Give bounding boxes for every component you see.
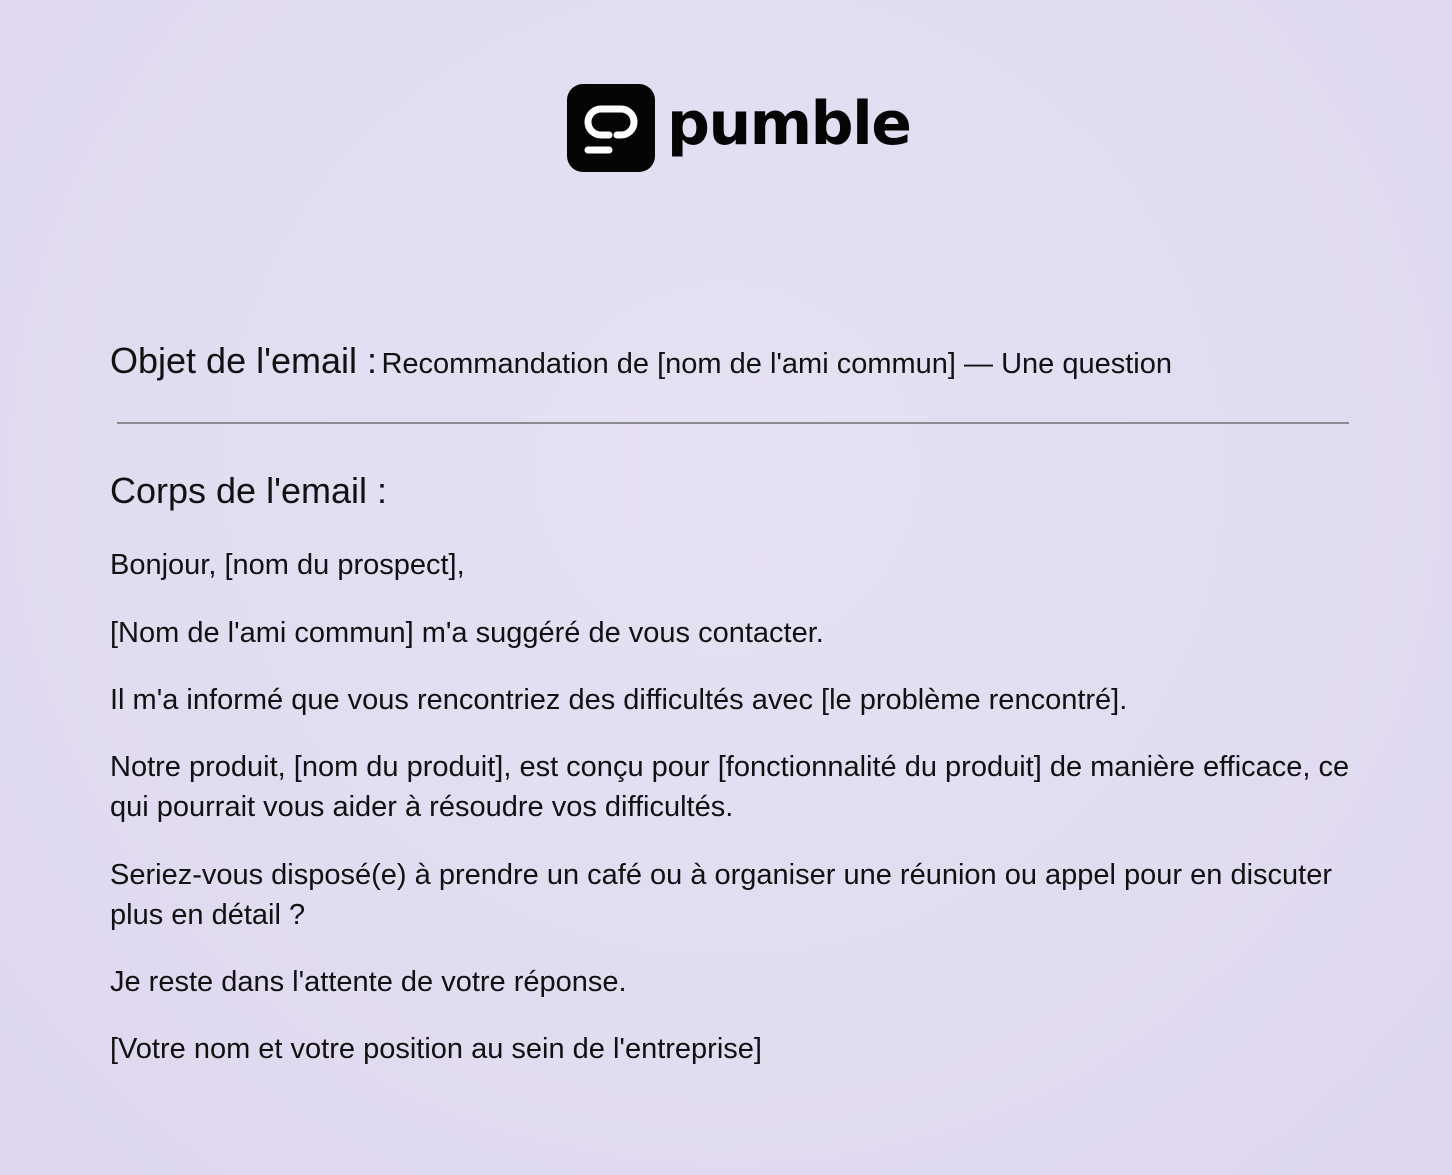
divider bbox=[117, 422, 1349, 424]
pumble-logo-icon bbox=[567, 84, 655, 172]
closing-line: Je reste dans l'attente de votre réponse. bbox=[110, 966, 627, 998]
body-paragraph: [Nom de l'ami commun] m'a suggéré de vous contacter. bbox=[110, 617, 824, 649]
body-paragraph: Il m'a informé que vous rencontriez des difficultés avec [le problème rencontré]. bbox=[110, 684, 1128, 716]
greeting: Bonjour, [nom du prospect], bbox=[110, 549, 465, 581]
subject-label: Objet de l'email : bbox=[110, 340, 377, 381]
email-subject bbox=[110, 340, 1172, 382]
brand-logo bbox=[567, 84, 910, 172]
body-paragraph: Seriez-vous disposé(e) à prendre un café ou à organiser une réunion ou appel pour en discuter plus en détail ? bbox=[110, 859, 1332, 931]
body-paragraph: Notre produit, [nom du produit], est conçu pour [fonctionnalité du produit] de manière efficace, ce qui pourrait vous aider à résoudre vos difficultés. bbox=[110, 751, 1350, 823]
subject-value: Recommandation de [nom de l'ami commun] — Une question bbox=[381, 348, 1172, 380]
brand-wordmark: pumble bbox=[667, 89, 911, 159]
signature-line: [Votre nom et votre position au sein de l'entreprise] bbox=[110, 1033, 762, 1065]
body-heading: Corps de l'email : bbox=[110, 470, 387, 511]
